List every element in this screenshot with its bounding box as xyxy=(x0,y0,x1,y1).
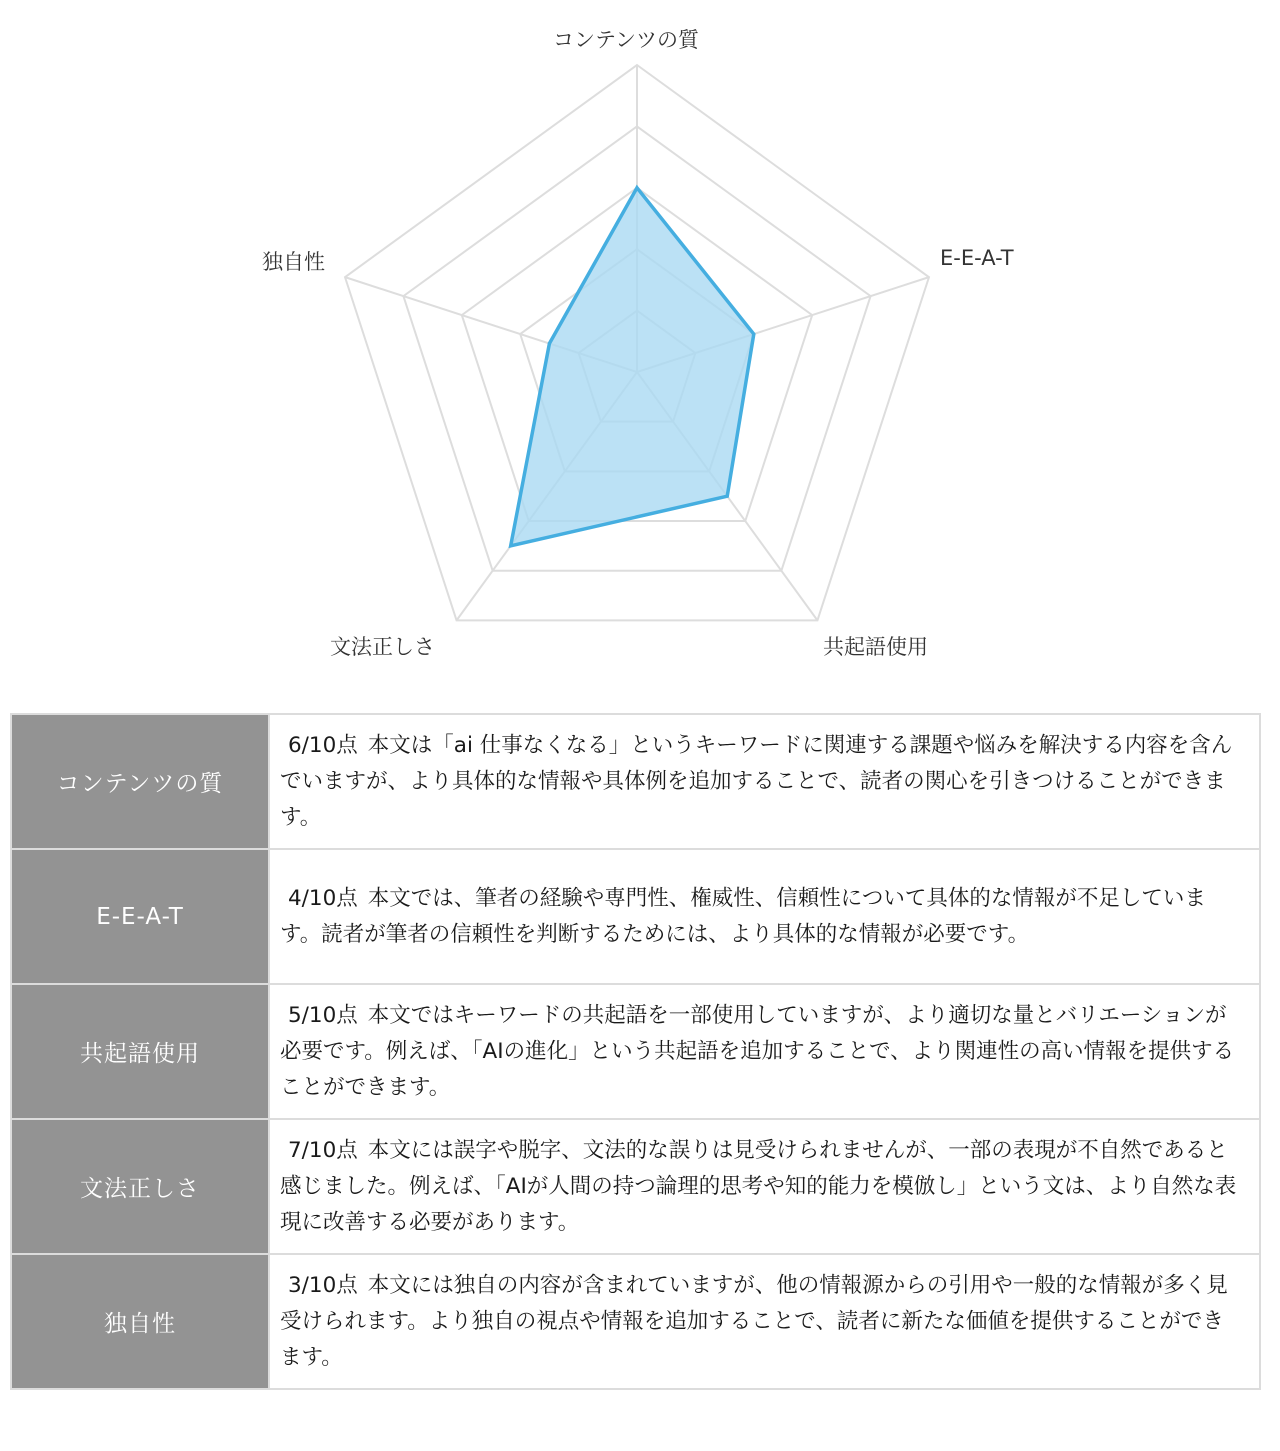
axis-label-originality: 独自性 xyxy=(262,250,325,274)
axis-label-eeat: E-E-A-T xyxy=(940,246,1014,270)
radar-plot xyxy=(0,0,1280,700)
score-value: 7/10点 xyxy=(288,1137,358,1163)
row-header: E-E-A-T xyxy=(11,849,269,984)
score-table xyxy=(10,713,1261,1390)
row-description xyxy=(269,1254,1260,1389)
row-header: 共起語使用 xyxy=(11,984,269,1119)
axis-label-grammar: 文法正しさ xyxy=(330,635,435,659)
table-row xyxy=(11,984,1260,1119)
row-description xyxy=(269,984,1260,1119)
table-row xyxy=(11,714,1260,849)
axis-label-content-quality: コンテンツの質 xyxy=(553,28,699,52)
description-text: 本文には誤字や脱字、文法的な誤りは見受けられませんが、一部の表現が不自然であると感じました。例えば、「AIが人間の持つ論理的思考や知的能力を模倣し」という文は、より自然な表現に改善する必要があります。 xyxy=(280,1137,1237,1235)
row-header: コンテンツの質 xyxy=(11,714,269,849)
row-description xyxy=(269,849,1260,984)
description-text: 本文は「ai 仕事なくなる」というキーワードに関連する課題や悩みを解決する内容を含んでいますが、より具体的な情報や具体例を追加することで、読者の関心を引きつけることができます。 xyxy=(280,732,1233,830)
row-header: 独自性 xyxy=(11,1254,269,1389)
table-row xyxy=(11,849,1260,984)
radar-chart xyxy=(0,0,1280,700)
table-row xyxy=(11,1119,1260,1254)
score-value: 6/10点 xyxy=(288,732,358,758)
description-text: 本文ではキーワードの共起語を一部使用していますが、より適切な量とバリエーションが必要です。例えば、「AIの進化」という共起語を追加することで、より関連性の高い情報を提供することができます。 xyxy=(280,1002,1235,1100)
row-description xyxy=(269,714,1260,849)
score-value: 3/10点 xyxy=(288,1272,358,1298)
description-text: 本文には独自の内容が含まれていますが、他の情報源からの引用や一般的な情報が多く見受けられます。より独自の視点や情報を追加することで、読者に新たな価値を提供することができます。 xyxy=(280,1272,1228,1370)
row-description xyxy=(269,1119,1260,1254)
table-row xyxy=(11,1254,1260,1389)
description-text: 本文では、筆者の経験や専門性、権威性、信頼性について具体的な情報が不足しています。読者が筆者の信頼性を判断するためには、より具体的な情報が必要です。 xyxy=(280,885,1206,947)
score-value: 4/10点 xyxy=(288,885,358,911)
score-value: 5/10点 xyxy=(288,1002,358,1028)
row-header: 文法正しさ xyxy=(11,1119,269,1254)
data-series-area xyxy=(511,188,754,546)
axis-label-cooccurrence: 共起語使用 xyxy=(823,635,928,659)
